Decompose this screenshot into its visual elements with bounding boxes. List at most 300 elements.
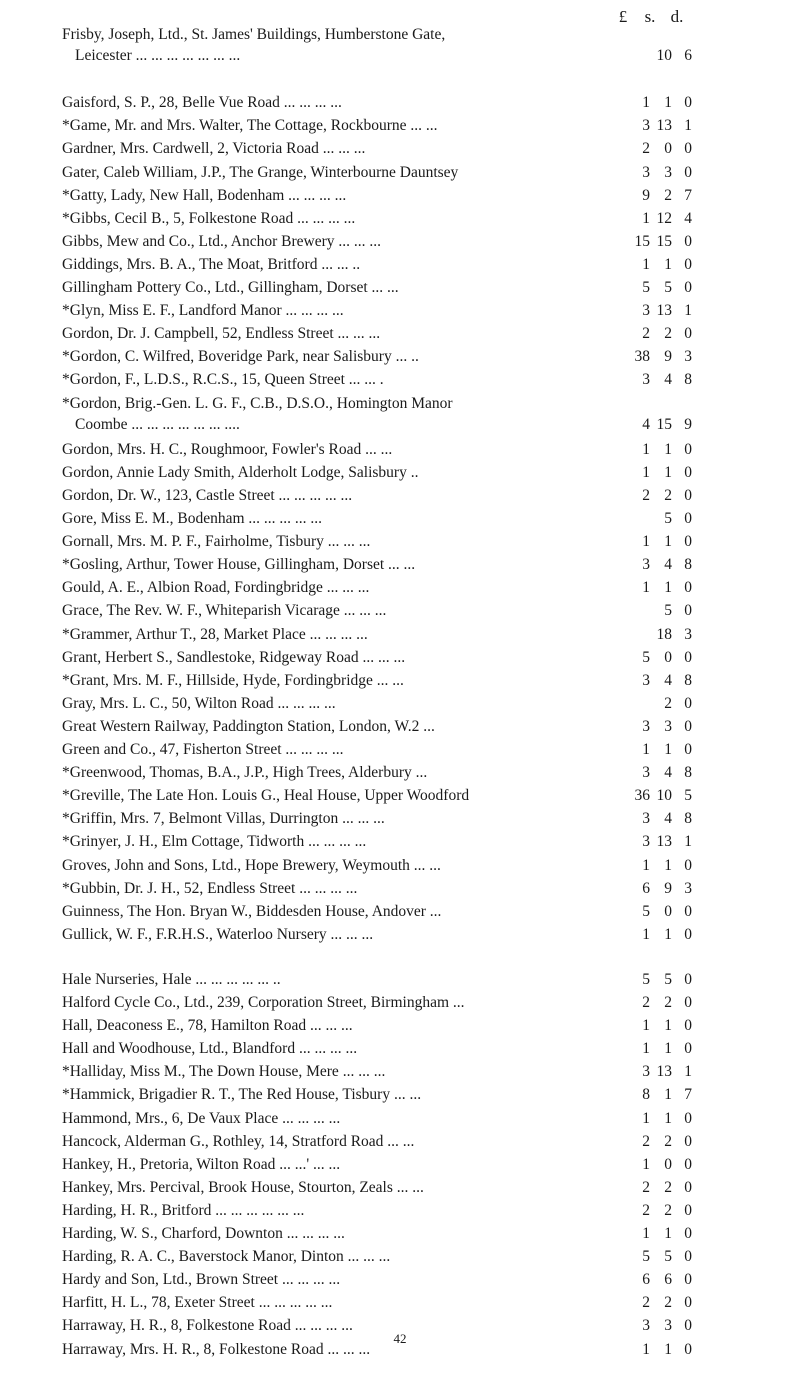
- entry-amount: [610, 833, 692, 850]
- entry-name: [0, 233, 600, 250]
- entry-amount: [610, 626, 692, 643]
- entry-line: Gore, Miss E. M., Bodenham ... ... ... ... ...: [62, 510, 323, 527]
- entry-name: [0, 1110, 600, 1127]
- entry-name: [0, 579, 600, 596]
- pence-value: 8: [684, 556, 692, 574]
- entry-line: Harding, H. R., Britford ... ... ... ... ... ...: [62, 1201, 305, 1219]
- pounds-value: 6: [642, 879, 650, 897]
- shillings-value: 2: [664, 694, 672, 712]
- pence-value: 0: [684, 1109, 692, 1127]
- entry-name: [0, 556, 600, 573]
- pounds-value: 5: [642, 970, 650, 988]
- entry-line: Harfitt, H. L., 78, Exeter Street ... ... ... ... ...: [62, 1294, 333, 1312]
- pounds-value: 2: [642, 1178, 650, 1196]
- entry-amount: [610, 556, 692, 573]
- entry-name: [0, 1086, 600, 1103]
- entry-amount: [610, 1133, 692, 1150]
- entry-line: Halford Cycle Co., Ltd., 239, Corporation Street, Birmingham ...: [62, 994, 465, 1011]
- entry-line: Hankey, Mrs. Percival, Brook House, Stourton, Zeals ... ...: [62, 1178, 424, 1196]
- pounds-value: 4: [642, 415, 650, 433]
- shillings-value: 1: [664, 856, 672, 874]
- pence-value: 0: [684, 325, 692, 343]
- pounds-value: 1: [642, 533, 650, 551]
- shillings-value: 1: [664, 1086, 672, 1104]
- entry-name: [0, 741, 600, 758]
- pounds-value: 1: [642, 579, 650, 597]
- pence-value: 1: [684, 117, 692, 135]
- shillings-value: 1: [664, 463, 672, 481]
- entry-line: Gordon, Dr. J. Campbell, 52, Endless Street ... ... ...: [62, 325, 381, 343]
- entry-line: *Gordon, Brig.-Gen. L. G. F., C.B., D.S.O., Homington Manor: [62, 394, 453, 412]
- entry-line: Hammond, Mrs., 6, De Vaux Place ... ... ... ...: [62, 1109, 341, 1127]
- entry-amount: [610, 994, 692, 1011]
- shillings-value: 15: [656, 415, 672, 433]
- entry-name: [0, 395, 600, 434]
- shillings-value: 4: [664, 764, 672, 782]
- pounds-value: 3: [642, 302, 650, 320]
- entry-name: [0, 1271, 600, 1288]
- entry-name: [0, 533, 600, 550]
- entry-line: *Grinyer, J. H., Elm Cottage, Tidworth ... ... ... ...: [62, 833, 367, 851]
- entry-name: [0, 695, 600, 712]
- entry-name: [0, 187, 600, 204]
- entry-name: [0, 26, 600, 65]
- entry-line: Gray, Mrs. L. C., 50, Wilton Road ... ... ... ...: [62, 694, 336, 712]
- entry-name: [0, 1133, 600, 1150]
- entry-line: Harraway, H. R., 8, Folkestone Road ... ... ... ...: [62, 1317, 353, 1335]
- pence-value: 0: [684, 902, 692, 920]
- shillings-value: 1: [664, 255, 672, 273]
- entry-amount: [610, 926, 692, 943]
- shillings-value: 4: [664, 371, 672, 389]
- entry-line: Hancock, Alderman G., Rothley, 14, Stratford Road ... ...: [62, 1132, 415, 1150]
- pounds-value: 3: [642, 163, 650, 181]
- shillings-value: 18: [656, 625, 672, 643]
- pence-value: 9: [684, 415, 692, 433]
- entry-amount: [610, 880, 692, 897]
- pence-value: 0: [684, 925, 692, 943]
- pounds-value: [628, 602, 650, 619]
- shillings-value: 1: [664, 1040, 672, 1058]
- entry-amount: [610, 348, 692, 365]
- entry-amount: [610, 602, 692, 619]
- entry-line: Guinness, The Hon. Bryan W., Biddesden House, Andover ...: [62, 902, 442, 920]
- pounds-value: 2: [642, 1132, 650, 1150]
- entry-name: [0, 1225, 600, 1242]
- entry-name: [0, 857, 600, 874]
- pounds-value: 1: [642, 440, 650, 458]
- entry-amount: [610, 371, 692, 388]
- pounds-value: 1: [642, 94, 650, 112]
- pence-value: 0: [684, 648, 692, 666]
- entry-amount: [610, 764, 692, 781]
- entry-name: [0, 833, 600, 850]
- entry-name: [0, 810, 600, 827]
- entry-amount: [610, 695, 692, 712]
- entry-name: [0, 325, 600, 342]
- entry-name: [0, 903, 600, 920]
- entry-line: Harding, W. S., Charford, Downton ... ... ... ...: [62, 1225, 345, 1242]
- entry-amount: [610, 579, 692, 596]
- pence-value: 3: [684, 348, 692, 366]
- entry-name: [0, 1248, 600, 1265]
- pence-value: 4: [684, 209, 692, 227]
- entry-name: [0, 1040, 600, 1057]
- entry-line: *Gordon, F., L.D.S., R.C.S., 15, Queen Street ... ... .: [62, 371, 384, 389]
- shillings-value: 1: [664, 1340, 672, 1358]
- entry-amount: [610, 94, 692, 111]
- entry-name: [0, 487, 600, 504]
- entry-line-continued: Coombe ... ... ... ... ... ... ....: [75, 415, 240, 433]
- entry-line: Gould, A. E., Albion Road, Fordingbridge ... ... ...: [62, 579, 370, 597]
- entry-line: Giddings, Mrs. B. A., The Moat, Britford ... ... ..: [62, 255, 361, 273]
- pence-value: 0: [684, 1271, 692, 1289]
- pounds-value: 6: [642, 1271, 650, 1289]
- entry-line: *Gosling, Arthur, Tower House, Gillingham, Dorset ... ...: [62, 556, 416, 574]
- currency-header: [612, 7, 688, 27]
- entry-line: *Gubbin, Dr. J. H., 52, Endless Street ... ... ... ...: [62, 879, 358, 897]
- pounds-value: 1: [642, 741, 650, 758]
- entry-name: [0, 764, 600, 781]
- pence-value: 0: [684, 440, 692, 458]
- pence-value: 0: [684, 1178, 692, 1196]
- entry-amount: [610, 718, 692, 735]
- entry-amount: [610, 903, 692, 920]
- entry-name: [0, 718, 600, 735]
- entry-amount: [610, 302, 692, 319]
- pounds-value: 5: [642, 1248, 650, 1266]
- pence-value: 0: [684, 232, 692, 250]
- pounds-value: 1: [642, 1155, 650, 1173]
- shillings-value: 13: [656, 117, 672, 135]
- pounds-value: 2: [642, 1201, 650, 1219]
- entry-name: [0, 1202, 600, 1219]
- shillings-value: 4: [664, 671, 672, 689]
- shillings-value: 5: [664, 970, 672, 988]
- entry-line: Gillingham Pottery Co., Ltd., Gillingham, Dorset ... ...: [62, 279, 399, 296]
- pounds-value: 3: [642, 556, 650, 574]
- entry-name: [0, 348, 600, 365]
- pence-value: 0: [684, 1017, 692, 1035]
- entry-amount: [610, 1017, 692, 1034]
- shillings-header: s.: [644, 7, 656, 26]
- entry-amount: [610, 1040, 692, 1057]
- shillings-value: 4: [664, 556, 672, 574]
- pence-value: 8: [684, 810, 692, 828]
- pence-value: 3: [684, 625, 692, 643]
- entry-name: [0, 279, 600, 296]
- pence-value: 5: [684, 787, 692, 805]
- entry-name: [0, 371, 600, 388]
- shillings-value: 13: [656, 1063, 672, 1081]
- shillings-value: 3: [664, 717, 672, 735]
- entry-amount: [610, 1202, 692, 1219]
- pounds-value: 1: [642, 1225, 650, 1242]
- entry-line: Hale Nurseries, Hale ... ... ... ... ... ..: [62, 970, 281, 988]
- shillings-value: 0: [664, 140, 672, 158]
- entry-amount: [610, 1086, 692, 1103]
- pounds-value: 3: [642, 1063, 650, 1081]
- pence-value: 0: [684, 1155, 692, 1173]
- entry-amount: [610, 1156, 692, 1173]
- entry-amount: [610, 279, 692, 296]
- pence-value: 0: [684, 463, 692, 481]
- pence-value: 0: [684, 533, 692, 551]
- pence-value: 0: [684, 279, 692, 296]
- shillings-value: 2: [664, 1178, 672, 1196]
- pounds-value: 1: [642, 1109, 650, 1127]
- pence-value: 6: [684, 47, 692, 65]
- entry-line: *Glyn, Miss E. F., Landford Manor ... ... ... ...: [62, 302, 344, 320]
- pounds-value: 5: [642, 902, 650, 920]
- shillings-value: 5: [664, 510, 672, 527]
- entry-amount: [610, 117, 692, 134]
- entry-name: [0, 210, 600, 227]
- entry-name: [0, 1063, 600, 1080]
- pounds-header: £: [618, 7, 628, 26]
- entry-name: [0, 787, 600, 804]
- shillings-value: 2: [664, 1132, 672, 1150]
- entry-amount: [610, 1225, 692, 1242]
- pence-value: 0: [684, 579, 692, 597]
- entry-amount: [610, 1063, 692, 1080]
- pounds-value: 1: [642, 925, 650, 943]
- entry-amount: [610, 649, 692, 666]
- entry-line: Gullick, W. F., F.R.H.S., Waterloo Nursery ... ... ...: [62, 925, 374, 943]
- shillings-value: 1: [664, 579, 672, 597]
- pounds-value: 2: [642, 486, 650, 504]
- entry-name: [0, 1294, 600, 1311]
- pence-value: 1: [684, 833, 692, 851]
- entry-amount: [610, 810, 692, 827]
- entry-line: Hardy and Son, Ltd., Brown Street ... ... ... ...: [62, 1271, 341, 1289]
- shillings-value: 1: [664, 440, 672, 458]
- entry-amount: [610, 164, 692, 181]
- pence-value: 0: [684, 1225, 692, 1242]
- page-number: 42: [393, 1331, 407, 1346]
- shillings-value: 0: [664, 902, 672, 920]
- pounds-value: 1: [642, 1017, 650, 1035]
- entry-line: *Gibbs, Cecil B., 5, Folkestone Road ... ... ... ...: [62, 209, 356, 227]
- entry-line: Gordon, Mrs. H. C., Roughmoor, Fowler's Road ... ...: [62, 440, 393, 458]
- shillings-value: 0: [664, 1155, 672, 1173]
- pence-value: 0: [684, 694, 692, 712]
- pence-value: 0: [684, 163, 692, 181]
- pence-value: 0: [684, 717, 692, 735]
- pounds-value: 5: [642, 279, 650, 296]
- shillings-value: 2: [664, 186, 672, 204]
- entry-amount: [610, 1294, 692, 1311]
- entry-line: Hankey, H., Pretoria, Wilton Road ... ...' ... ...: [62, 1155, 341, 1173]
- shillings-value: 1: [664, 533, 672, 551]
- entry-line: Gater, Caleb William, J.P., The Grange, Winterbourne Dauntsey: [62, 163, 459, 181]
- pence-value: 7: [684, 186, 692, 204]
- pounds-value: 9: [642, 186, 650, 204]
- shillings-value: 2: [664, 1294, 672, 1312]
- entry-name: [0, 510, 600, 527]
- entry-line: Hall, Deaconess E., 78, Hamilton Road ... ... ...: [62, 1017, 353, 1035]
- entry-line: Harraway, Mrs. H. R., 8, Folkestone Road ... ... ...: [62, 1340, 371, 1358]
- entry-line: *Grant, Mrs. M. F., Hillside, Hyde, Fordingbridge ... ...: [62, 671, 404, 689]
- pence-value: 0: [684, 994, 692, 1011]
- entry-amount: [610, 533, 692, 550]
- entry-line: *Gordon, C. Wilfred, Boveridge Park, near Salisbury ... ..: [62, 348, 419, 366]
- entry-name: [0, 1156, 600, 1173]
- pence-value: 3: [684, 879, 692, 897]
- shillings-value: 13: [656, 302, 672, 320]
- entry-amount: [610, 1271, 692, 1288]
- entry-line: *Gatty, Lady, New Hall, Bodenham ... ... ... ...: [62, 186, 347, 204]
- entry-amount: [610, 187, 692, 204]
- pence-value: 0: [684, 94, 692, 112]
- entry-name: [0, 926, 600, 943]
- entry-amount: [610, 787, 692, 804]
- entry-line: *Hammick, Brigadier R. T., The Red House, Tisbury ... ...: [62, 1086, 422, 1104]
- pounds-value: 1: [642, 1340, 650, 1358]
- entry-amount: [610, 47, 692, 64]
- entry-name: [0, 464, 600, 481]
- pence-value: 0: [684, 1201, 692, 1219]
- pence-value: 1: [684, 1063, 692, 1081]
- entry-name: [0, 1179, 600, 1196]
- pence-value: 0: [684, 970, 692, 988]
- pence-value: 8: [684, 764, 692, 782]
- entry-name: [0, 94, 600, 111]
- shillings-value: 2: [664, 1201, 672, 1219]
- shillings-value: 2: [664, 486, 672, 504]
- entry-line: Harding, R. A. C., Baverstock Manor, Dinton ... ... ...: [62, 1248, 391, 1266]
- entry-line: Frisby, Joseph, Ltd., St. James' Buildings, Humberstone Gate,: [62, 26, 446, 43]
- entry-line: Green and Co., 47, Fisherton Street ... ... ... ...: [62, 741, 344, 758]
- pounds-value: 3: [642, 117, 650, 135]
- shillings-value: 5: [664, 1248, 672, 1266]
- entry-amount: [610, 672, 692, 689]
- shillings-value: 5: [664, 602, 672, 620]
- pence-value: 0: [684, 510, 692, 527]
- shillings-value: 10: [656, 787, 672, 805]
- pence-value: 0: [684, 856, 692, 874]
- entry-amount: [610, 416, 692, 433]
- entry-amount: [610, 210, 692, 227]
- shillings-value: 13: [656, 833, 672, 851]
- entry-line: *Greville, The Late Hon. Louis G., Heal House, Upper Woodford: [62, 787, 470, 805]
- shillings-value: 9: [664, 879, 672, 897]
- shillings-value: 1: [664, 94, 672, 112]
- pounds-value: 2: [642, 325, 650, 343]
- entry-name: [0, 256, 600, 273]
- pence-value: 8: [684, 671, 692, 689]
- entry-amount: [610, 140, 692, 157]
- shillings-value: 4: [664, 810, 672, 828]
- pence-value: 0: [684, 1317, 692, 1335]
- pounds-value: 1: [642, 209, 650, 227]
- shillings-value: 10: [656, 47, 672, 65]
- pounds-value: 5: [642, 648, 650, 666]
- entry-name: [0, 649, 600, 666]
- pounds-value: 8: [642, 1086, 650, 1104]
- entry-line: *Greenwood, Thomas, B.A., J.P., High Trees, Alderbury ...: [62, 764, 428, 782]
- pence-value: 0: [684, 1040, 692, 1058]
- shillings-value: 2: [664, 994, 672, 1011]
- shillings-value: 2: [664, 325, 672, 343]
- pence-header: d.: [670, 7, 684, 26]
- pounds-value: 1: [642, 856, 650, 874]
- entry-name: [0, 672, 600, 689]
- shillings-value: 1: [664, 1017, 672, 1035]
- entry-name: [0, 626, 600, 643]
- shillings-value: 1: [664, 1109, 672, 1127]
- pounds-value: 3: [642, 371, 650, 389]
- pounds-value: 1: [642, 463, 650, 481]
- pounds-value: 3: [642, 1317, 650, 1335]
- entry-line: *Game, Mr. and Mrs. Walter, The Cottage, Rockbourne ... ...: [62, 117, 438, 135]
- entry-name: [0, 602, 600, 619]
- pence-value: 0: [684, 1340, 692, 1358]
- pence-value: 0: [684, 1294, 692, 1312]
- pounds-value: [628, 510, 650, 527]
- entry-line: Gibbs, Mew and Co., Ltd., Anchor Brewery ... ... ...: [62, 232, 381, 250]
- entry-amount: [610, 464, 692, 481]
- entry-line: *Halliday, Miss M., The Down House, Mere ... ... ...: [62, 1063, 386, 1081]
- pounds-value: 38: [634, 348, 650, 366]
- pounds-value: 2: [642, 994, 650, 1011]
- pence-value: 0: [684, 140, 692, 158]
- entry-name: [0, 441, 600, 458]
- entry-line: *Grammer, Arthur T., 28, Market Place ... ... ... ...: [62, 625, 368, 643]
- entry-line: Grant, Herbert S., Sandlestoke, Ridgeway Road ... ... ...: [62, 648, 406, 666]
- entry-name: [0, 1017, 600, 1034]
- pence-value: 0: [684, 602, 692, 620]
- entry-amount: [610, 1248, 692, 1265]
- pounds-value: [628, 695, 650, 712]
- pounds-value: 1: [642, 1040, 650, 1058]
- pence-value: 8: [684, 371, 692, 389]
- entry-line: Great Western Railway, Paddington Station, London, W.2 ...: [62, 717, 435, 735]
- entry-amount: [610, 857, 692, 874]
- entry-name: [0, 880, 600, 897]
- pence-value: 1: [684, 302, 692, 320]
- shillings-value: 0: [664, 648, 672, 666]
- entry-line-continued: Leicester ... ... ... ... ... ... ...: [75, 47, 241, 65]
- pounds-value: [628, 626, 650, 643]
- shillings-value: 1: [664, 1225, 672, 1242]
- entry-name: [0, 302, 600, 319]
- pounds-value: 3: [642, 833, 650, 851]
- entry-name: [0, 117, 600, 134]
- shillings-value: 5: [664, 279, 672, 296]
- entry-amount: [610, 325, 692, 342]
- entry-line: Grace, The Rev. W. F., Whiteparish Vicarage ... ... ...: [62, 602, 387, 620]
- entry-amount: [610, 441, 692, 458]
- entry-line: Gardner, Mrs. Cardwell, 2, Victoria Road ... ... ...: [62, 140, 366, 158]
- shillings-value: 3: [664, 163, 672, 181]
- pence-value: 0: [684, 255, 692, 273]
- shillings-value: 1: [664, 741, 672, 758]
- entry-line: Gordon, Dr. W., 123, Castle Street ... ... ... ... ...: [62, 486, 353, 504]
- entry-line: Groves, John and Sons, Ltd., Hope Brewery, Weymouth ... ...: [62, 856, 441, 874]
- pounds-value: 3: [642, 671, 650, 689]
- shillings-value: 1: [664, 925, 672, 943]
- entry-line: Gornall, Mrs. M. P. F., Fairholme, Tisbury ... ... ...: [62, 533, 371, 551]
- pounds-value: 1: [642, 255, 650, 273]
- pence-value: 7: [684, 1086, 692, 1104]
- entry-amount: [610, 510, 692, 527]
- entry-amount: [610, 1179, 692, 1196]
- shillings-value: 9: [664, 348, 672, 366]
- pounds-value: 2: [642, 1294, 650, 1312]
- shillings-value: 6: [664, 1271, 672, 1289]
- pounds-value: 3: [642, 810, 650, 828]
